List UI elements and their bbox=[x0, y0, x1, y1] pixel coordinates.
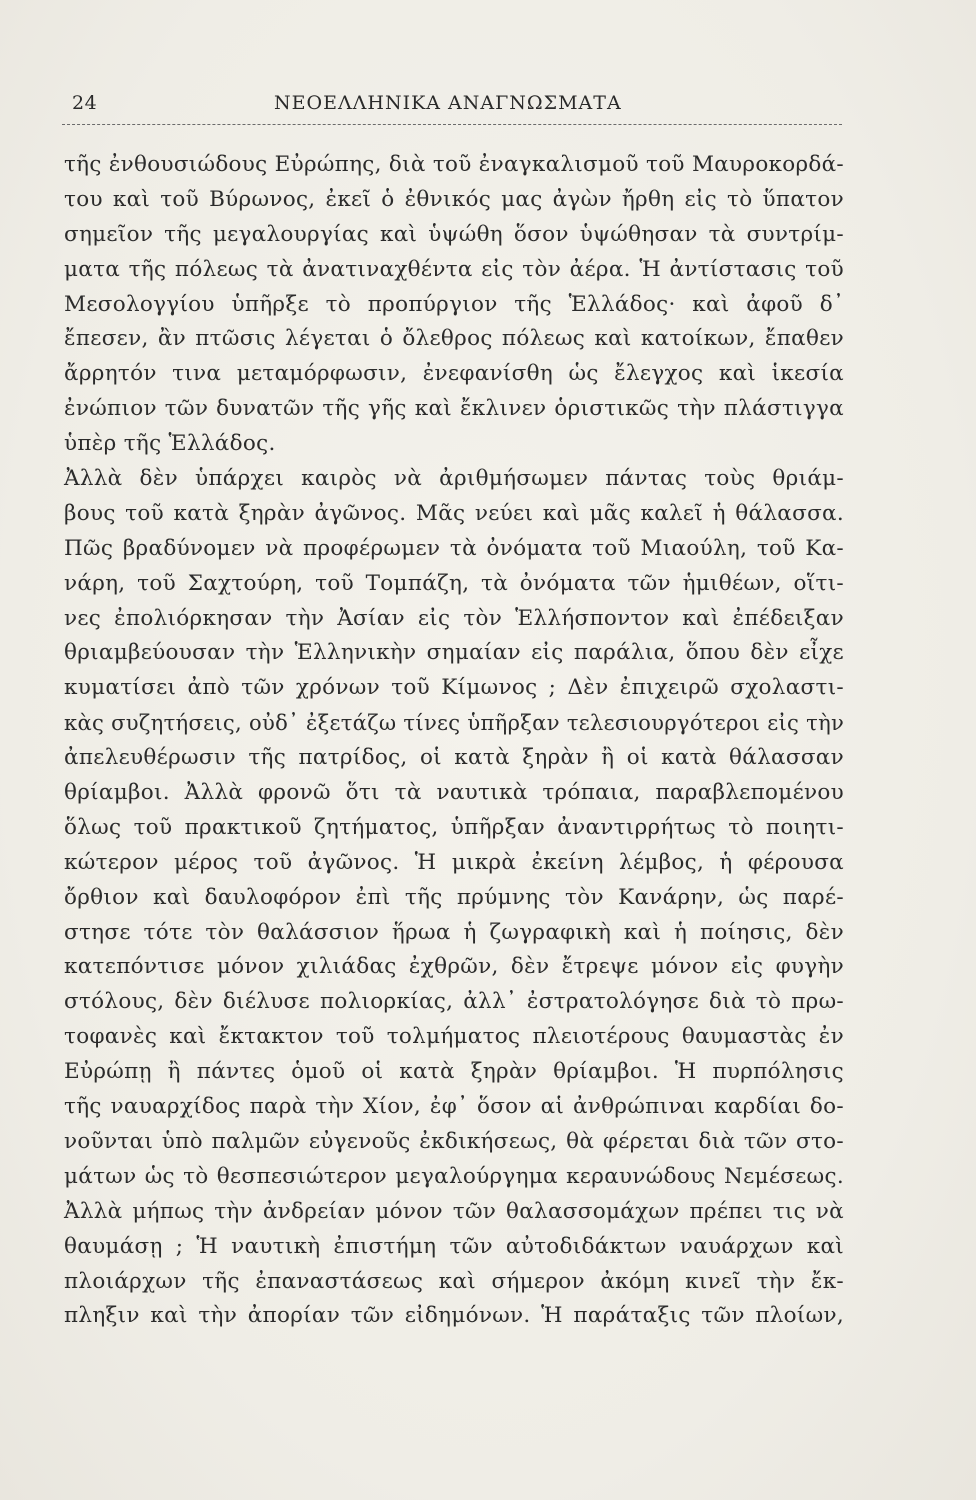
text-line: ὑπὲρ τῆς Ἑλλάδος. bbox=[64, 431, 276, 457]
text-line: νάρη, τοῦ Σαχτούρη, τοῦ Τομπάζη, τὰ ὀνόματα τῶν ἡμιθέων, οἵτι- bbox=[64, 570, 844, 596]
text-line: θρίαμβοι. Ἀλλὰ φρονῶ ὅτι τὰ ναυτικὰ τρόπαια, παραβλεπομένου bbox=[64, 780, 844, 806]
body-text bbox=[64, 148, 844, 1334]
text-line: βους τοῦ κατὰ ξηρὰν ἀγῶνος. Μᾶς νεύει καὶ μᾶς καλεῖ ἡ θάλασσα. bbox=[64, 500, 844, 526]
text-line: ματα τῆς πόλεως τὰ ἀνατιναχθέντα εἰς τὸν ἀέρα. Ἡ ἀντίστασις τοῦ bbox=[64, 256, 844, 282]
text-line: πλοιάρχων τῆς ἐπαναστάσεως καὶ σήμερον ἀκόμη κινεῖ τὴν ἔκ- bbox=[64, 1268, 844, 1294]
text-line: ὅλως τοῦ πρακτικοῦ ζητήματος, ὑπῆρξαν ἀναντιρρήτως τὸ ποιητι- bbox=[64, 814, 844, 840]
text-line: Εὐρώπῃ ἢ πάντες ὁμοῦ οἱ κατὰ ξηρὰν θρίαμβοι. Ἡ πυρπόλησις bbox=[64, 1059, 844, 1085]
text-line: Ἀλλὰ δὲν ὑπάρχει καιρὸς νὰ ἀριθμήσωμεν πάντας τοὺς θριάμ- bbox=[64, 466, 844, 492]
text-line: μάτων ὡς τὸ θεσπεσιώτερον μεγαλούργημα κεραυνώδους Νεμέσεως. bbox=[64, 1163, 844, 1189]
text-line: κὰς συζητήσεις, οὐδ᾽ ἐξετάζω τίνες ὑπῆρξαν τελεσιουργότεροι εἰς τὴν bbox=[64, 710, 845, 736]
text-line: Πῶς βραδύνομεν νὰ προφέρωμεν τὰ ὀνόματα τοῦ Μιαούλη, τοῦ Κα- bbox=[64, 535, 844, 561]
text-line: κώτερον μέρος τοῦ ἀγῶνος. Ἡ μικρὰ ἐκείνη λέμβος, ἡ φέρουσα bbox=[64, 849, 844, 875]
text-line: θριαμβεύουσαν τὴν Ἑλληνικὴν σημαίαν εἰς παράλια, ὅπου δὲν εἶχε bbox=[64, 640, 844, 666]
text-line: σημεῖον τῆς μεγαλουργίας καὶ ὑψώθη ὅσον ὑψώθησαν τὰ συντρίμ- bbox=[64, 221, 844, 247]
text-line: στόλους, δὲν διέλυσε πολιορκίας, ἀλλ᾽ ἐστρατολόγησε διὰ τὸ πρω- bbox=[64, 989, 844, 1015]
page-header bbox=[62, 88, 842, 124]
text-line: ἄρρητόν τινα μεταμόρφωσιν, ἐνεφανίσθη ὡς ἔλεγχος καὶ ἱκεσία bbox=[64, 361, 844, 387]
text-line: πληξιν καὶ τὴν ἀπορίαν τῶν εἰδημόνων. Ἡ παράταξις τῶν πλοίων, bbox=[64, 1303, 844, 1329]
text-line: ὄρθιον καὶ δαυλοφόρον ἐπὶ τῆς πρύμνης τὸν Κανάρην, ὡς παρέ- bbox=[64, 884, 844, 910]
text-line: νες ἐπολιόρκησαν τὴν Ἀσίαν εἰς τὸν Ἑλλήσποντον καὶ ἐπέδειξαν bbox=[64, 605, 844, 631]
running-title: ΝΕΟΕΛΛΗΝΙΚΑ ΑΝΑΓΝΩΣΜΑΤΑ bbox=[274, 92, 622, 114]
text-line: τῆς ἐνθουσιώδους Εὐρώπης, διὰ τοῦ ἐναγκαλισμοῦ τοῦ Μαυροκορδά- bbox=[64, 152, 844, 177]
text-line: Ἀλλὰ μήπως τὴν ἀνδρείαν μόνον τῶν θαλασσομάχων πρέπει τις νὰ bbox=[64, 1198, 844, 1224]
text-line: τῆς ναυαρχίδος παρὰ τὴν Χίον, ἐφ᾽ ὅσον αἱ ἀνθρώπιναι καρδίαι δο- bbox=[64, 1094, 844, 1120]
text-line: στησε τότε τὸν θαλάσσιον ἥρωα ἡ ζωγραφικὴ καὶ ἡ ποίησις, δὲν bbox=[64, 919, 844, 945]
text-line: τοφανὲς καὶ ἔκτακτον τοῦ τολμήματος πλειοτέρους θαυμαστὰς ἐν bbox=[64, 1024, 844, 1050]
header-divider bbox=[62, 124, 842, 125]
text-line: θαυμάσῃ ; Ἡ ναυτικὴ ἐπιστήμη τῶν αὐτοδιδάκτων ναυάρχων καὶ bbox=[64, 1233, 844, 1259]
text-line: ἀπελευθέρωσιν τῆς πατρίδος, οἱ κατὰ ξηρὰν ἢ οἱ κατὰ θάλασσαν bbox=[64, 745, 844, 771]
text-line: κατεπόντισε μόνον χιλιάδας ἐχθρῶν, δὲν ἔτρεψε μόνον εἰς φυγὴν bbox=[64, 954, 844, 980]
text-line: κυματίσει ἀπὸ τῶν χρόνων τοῦ Κίμωνος ; Δὲν ἐπιχειρῶ σχολαστι- bbox=[64, 675, 844, 701]
text-line: του καὶ τοῦ Βύρωνος, ἐκεῖ ὁ ἐθνικός μας ἀγὼν ἤρθη εἰς τὸ ὕπατον bbox=[64, 186, 844, 212]
text-line: ἐνώπιον τῶν δυνατῶν τῆς γῆς καὶ ἔκλινεν ὁριστικῶς τὴν πλάστιγγα bbox=[64, 396, 844, 422]
text-line: Μεσολογγίου ὑπῆρξε τὸ προπύργιον τῆς Ἑλλάδος· καὶ ἀφοῦ δ᾽ bbox=[64, 291, 844, 317]
text-line: ἔπεσεν, ἂν πτῶσις λέγεται ὁ ὄλεθρος πόλεως καὶ κατοίκων, ἔπαθεν bbox=[64, 326, 844, 352]
text-line: νοῦνται ὑπὸ παλμῶν εὐγενοῦς ἐκδικήσεως, θὰ φέρεται διὰ τῶν στο- bbox=[64, 1128, 844, 1154]
page-number: 24 bbox=[72, 92, 98, 114]
